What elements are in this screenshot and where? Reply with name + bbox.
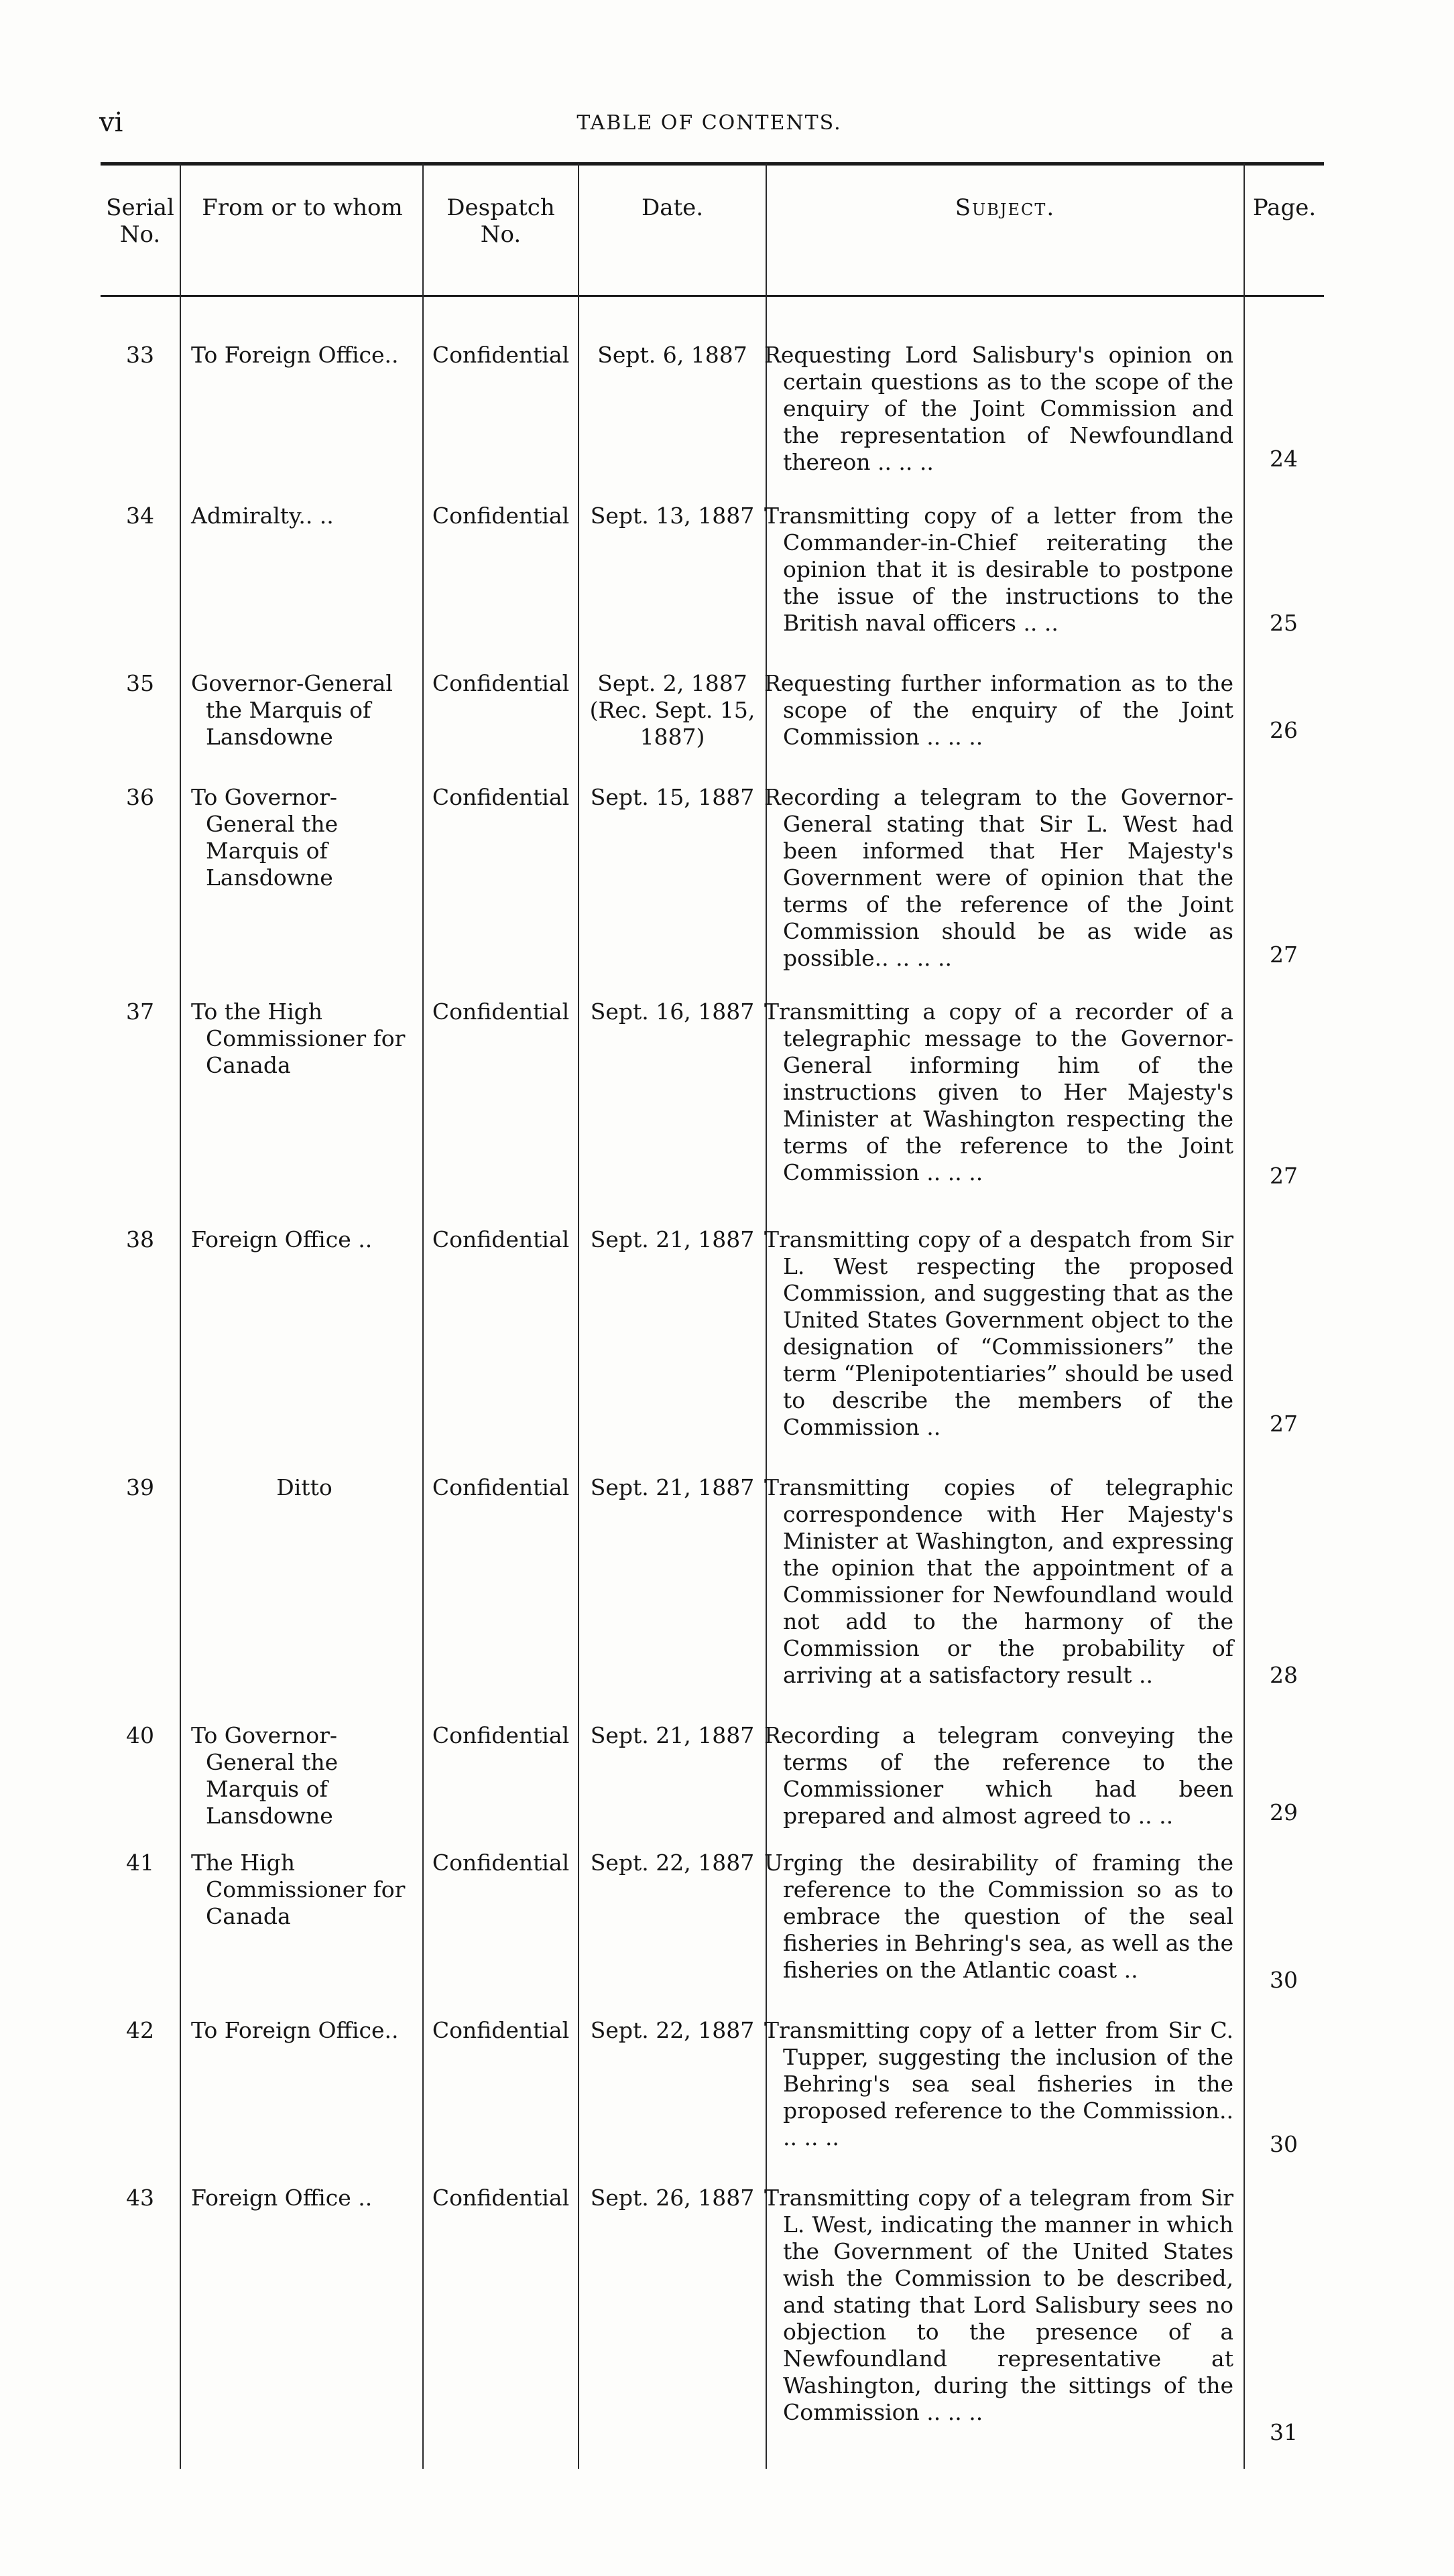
subject: Requesting further information as to the scope of the enquiry of the Joint Commission .. .. .. bbox=[764, 670, 1233, 750]
column-divider bbox=[180, 164, 181, 2469]
despatch-number: Confidential bbox=[432, 2185, 570, 2211]
date: Sept. 22, 1887 bbox=[590, 2017, 755, 2043]
date: Sept. 2, 1887 (Rec. Sept. 15, 1887) bbox=[589, 670, 755, 750]
date: Sept. 26, 1887 bbox=[590, 2185, 755, 2211]
date: Sept. 21, 1887 bbox=[590, 1722, 755, 1748]
date: Sept. 22, 1887 bbox=[590, 1850, 755, 1876]
from-or-to-whom: To Governor-General the Marquis of Lansdowne bbox=[191, 784, 339, 891]
from-or-to-whom: Foreign Office .. bbox=[191, 1226, 373, 1252]
page-number: 24 bbox=[1270, 446, 1298, 472]
from-or-to-whom: Foreign Office .. bbox=[191, 2185, 373, 2211]
from-or-to-whom: To Foreign Office.. bbox=[191, 342, 399, 368]
serial-number: 34 bbox=[126, 503, 154, 529]
page-number: 29 bbox=[1270, 1799, 1298, 1825]
from-or-to-whom: To Governor-General the Marquis of Lansdowne bbox=[191, 1722, 339, 1829]
despatch-number: Confidential bbox=[432, 784, 570, 810]
page-number: 30 bbox=[1270, 1967, 1298, 1993]
serial-number: 41 bbox=[126, 1850, 154, 1876]
serial-number: 33 bbox=[126, 342, 154, 368]
despatch-number: Confidential bbox=[432, 1226, 570, 1252]
serial-number: 43 bbox=[126, 2185, 154, 2211]
date: Sept. 21, 1887 bbox=[590, 1474, 755, 1500]
despatch-number: Confidential bbox=[432, 999, 570, 1025]
page-number: 31 bbox=[1270, 2419, 1298, 2445]
col-header-serial: Serial No. bbox=[106, 194, 174, 248]
from-or-to-whom: To the High Commissioner for Canada bbox=[191, 999, 406, 1078]
subject: Urging the desirability of framing the reference to the Commission so as to embrace the question of the seal fisheries in Behring's sea, as well as the fisheries on the Atlantic coast .. bbox=[764, 1850, 1233, 1983]
serial-number: 36 bbox=[126, 784, 154, 810]
column-divider bbox=[1244, 164, 1245, 2469]
from-or-to-whom: Ditto bbox=[276, 1474, 332, 1500]
column-divider bbox=[578, 164, 579, 2469]
col-header-subject: Subject. bbox=[955, 194, 1056, 221]
despatch-number: Confidential bbox=[432, 670, 570, 696]
despatch-number: Confidential bbox=[432, 342, 570, 368]
from-or-to-whom: Governor-General the Marquis of Lansdowne bbox=[191, 670, 393, 750]
subject: Recording a telegram conveying the terms of the reference to the Commissioner which had been prepared and almost agreed to .. .. bbox=[764, 1722, 1233, 1829]
despatch-number: Confidential bbox=[432, 503, 570, 529]
serial-number: 37 bbox=[126, 999, 154, 1025]
col-header-page: Page. bbox=[1252, 194, 1317, 221]
subject: Transmitting copy of a telegram from Sir L. West, indicating the manner in which the Government of the United States wish the Commission to be described, and stating that Lord Salisbury sees no objection to the presence of a Newfoundland representative at Washington, during the sittings of the Commission .. .. .. bbox=[764, 2185, 1233, 2425]
date: Sept. 6, 1887 bbox=[597, 342, 747, 368]
despatch-number: Confidential bbox=[432, 1474, 570, 1500]
top-rule bbox=[101, 162, 1324, 166]
col-header-despatch: Despatch No. bbox=[446, 194, 555, 248]
page-number: 25 bbox=[1270, 610, 1298, 636]
despatch-number: Confidential bbox=[432, 1722, 570, 1748]
despatch-number: Confidential bbox=[432, 1850, 570, 1876]
subject: Transmitting copy of a despatch from Sir L. West respecting the proposed Commission, and suggesting that as the United States Government object to the designation of “Commissioners” the term “Plenipotentiaries” should be used to describe the members of the Commission .. bbox=[764, 1226, 1233, 1440]
page-number: 26 bbox=[1270, 717, 1298, 743]
from-or-to-whom: To Foreign Office.. bbox=[191, 2017, 399, 2043]
page-number: 27 bbox=[1270, 1411, 1298, 1437]
date: Sept. 15, 1887 bbox=[590, 784, 755, 810]
page-number: 27 bbox=[1270, 1163, 1298, 1189]
despatch-number: Confidential bbox=[432, 2017, 570, 2043]
col-header-from: From or to whom bbox=[202, 194, 403, 221]
subject: Transmitting copy of a letter from the Commander-in-Chief reiterating the opinion that it is desirable to postpone the issue of the instructions to the British naval officers .. .. bbox=[764, 503, 1233, 636]
from-or-to-whom: Admiralty.. .. bbox=[191, 503, 334, 529]
page-number: 28 bbox=[1270, 1662, 1298, 1688]
page-number: 27 bbox=[1270, 942, 1298, 968]
serial-number: 35 bbox=[126, 670, 154, 696]
page-number: 30 bbox=[1270, 2131, 1298, 2157]
running-title: TABLE OF CONTENTS. bbox=[577, 111, 842, 135]
date: Sept. 16, 1887 bbox=[590, 999, 755, 1025]
subject: Requesting Lord Salisbury's opinion on certain questions as to the scope of the enquiry of the Joint Commission and the representation of Newfoundland thereon .. .. .. bbox=[764, 342, 1233, 475]
header-rule bbox=[101, 295, 1324, 297]
page-header bbox=[99, 107, 1319, 147]
serial-number: 42 bbox=[126, 2017, 154, 2043]
date: Sept. 13, 1887 bbox=[590, 503, 755, 529]
date: Sept. 21, 1887 bbox=[590, 1226, 755, 1252]
subject: Recording a telegram to the Governor-General stating that Sir L. West had been informed that Her Majesty's Government were of opinion that the terms of the reference of the Joint Commission should be as wide as possible.. .. .. .. bbox=[764, 784, 1233, 971]
page-folio: vi bbox=[99, 107, 123, 138]
col-header-date: Date. bbox=[641, 194, 704, 221]
serial-number: 39 bbox=[126, 1474, 154, 1500]
serial-number: 40 bbox=[126, 1722, 154, 1748]
serial-number: 38 bbox=[126, 1226, 154, 1252]
from-or-to-whom: The High Commissioner for Canada bbox=[191, 1850, 406, 1929]
subject: Transmitting copies of telegraphic correspondence with Her Majesty's Minister at Washington, and expressing the opinion that the appointment of a Commissioner for Newfoundland would not add to the harmony of the Commission or the probability of arriving at a satisfactory result .. bbox=[764, 1474, 1233, 1688]
subject: Transmitting a copy of a recorder of a telegraphic message to the Governor-General informing him of the instructions given to Her Majesty's Minister at Washington respecting the terms of the reference to the Joint Commission .. .. .. bbox=[764, 999, 1233, 1185]
subject: Transmitting copy of a letter from Sir C. Tupper, suggesting the inclusion of the Behring's sea seal fisheries in the proposed reference to the Commission.. .. .. .. bbox=[764, 2017, 1233, 2150]
